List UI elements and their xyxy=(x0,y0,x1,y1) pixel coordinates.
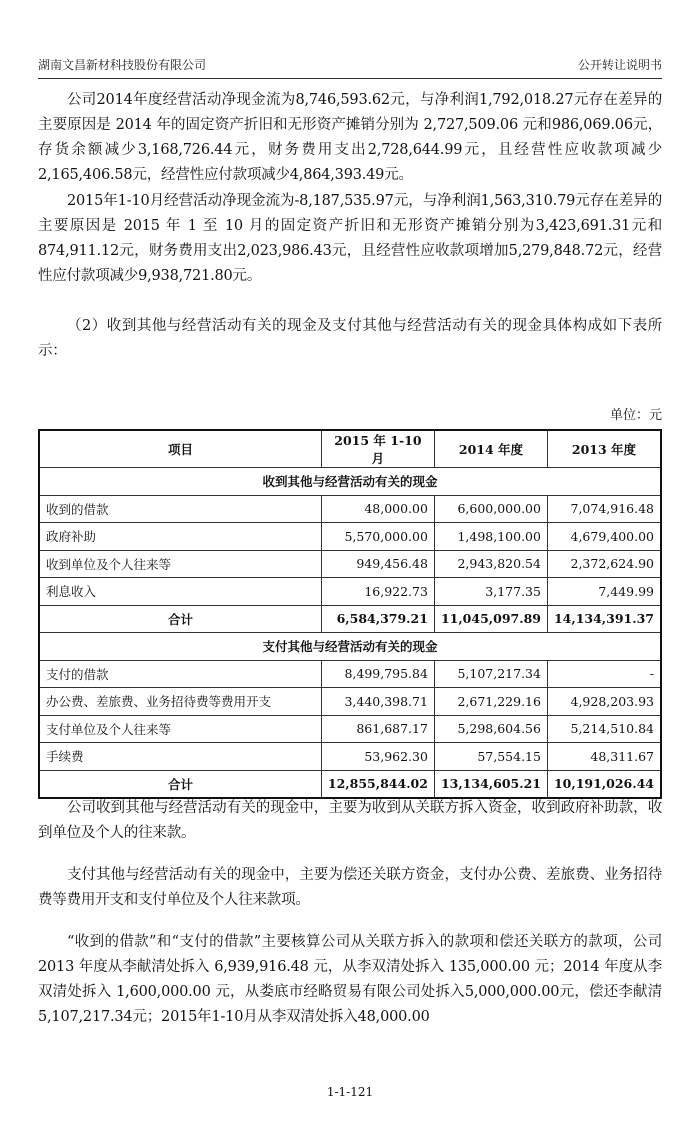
paragraph-2014-cashflow: 公司2014年度经营活动净现金流为8,746,593.62元，与净利润1,792,018.27元存在差异的主要原因是 2014 年的固定资产折旧和无形资产摊销分别为 2,727,509.06 元和986,069.06元，存货余额减少3,168,726.44元，财务费用支出2,728,644.99元，且经营性应收款项减少2,165,406.58元，经营性应付款项减少4,864,393.49元。 xyxy=(38,92,662,183)
table-header-row xyxy=(39,430,661,468)
cell-value: 48,000.00 xyxy=(321,495,434,523)
table-row xyxy=(39,715,661,743)
section-title-received: 收到其他与经营活动有关的现金 xyxy=(39,468,661,496)
cell-value: 1,498,100.00 xyxy=(434,523,547,551)
cell-value: 5,214,510.84 xyxy=(547,715,661,743)
cell-value: 53,962.30 xyxy=(321,743,434,771)
cell-value: 7,449.99 xyxy=(547,578,661,606)
cell-value: 861,687.17 xyxy=(321,715,434,743)
header-item: 项目 xyxy=(39,430,321,468)
cell-value: 5,298,604.56 xyxy=(434,715,547,743)
cell-value: 16,922.73 xyxy=(321,578,434,606)
table-row xyxy=(39,578,661,606)
paragraph-received-summary: 公司收到其他与经营活动有关的现金中，主要为收到从关联方拆入资金，收到政府补助款，收到单位及个人的往来款。 xyxy=(38,800,662,841)
cell-value: 2,372,624.90 xyxy=(547,550,661,578)
total-value: 12,855,844.02 xyxy=(321,770,434,798)
cell-value: 5,570,000.00 xyxy=(321,523,434,551)
table-row xyxy=(39,495,661,523)
total-label: 合计 xyxy=(39,770,321,798)
total-value: 6,584,379.21 xyxy=(321,605,434,633)
cell-value: 2,671,229.16 xyxy=(434,688,547,716)
total-value: 10,191,026.44 xyxy=(547,770,661,798)
cell-value: 4,928,203.93 xyxy=(547,688,661,716)
cell-value: 3,177.35 xyxy=(434,578,547,606)
cash-detail-table xyxy=(38,429,662,799)
row-label: 支付的借款 xyxy=(39,660,321,688)
cell-value: 7,074,916.48 xyxy=(547,495,661,523)
table-row xyxy=(39,550,661,578)
cell-value: 48,311.67 xyxy=(547,743,661,771)
cell-value: 3,440,398.71 xyxy=(321,688,434,716)
header-2015: 2015 年 1-10 月 xyxy=(321,430,434,468)
row-label: 支付单位及个人往来等 xyxy=(39,715,321,743)
row-label: 收到的借款 xyxy=(39,495,321,523)
header-divider xyxy=(38,78,662,79)
row-label: 利息收入 xyxy=(39,578,321,606)
document-title: 公开转让说明书 xyxy=(577,58,662,72)
section-title-paid: 支付其他与经营活动有关的现金 xyxy=(39,633,661,661)
header-2013: 2013 年度 xyxy=(547,430,661,468)
total-value: 14,134,391.37 xyxy=(547,605,661,633)
paragraph-loan-detail: “收到的借款”和“支付的借款”主要核算公司从关联方拆入的款项和偿还关联方的款项，公司 2013 年度从李献清处拆入 6,939,916.48 元，从李双清处拆入 135,000.00 元；2014 年度从李双清处拆入 1,600,000.00 元，从娄底市经略贸易有限公司处拆入5,000,000.00元，偿还李献清5,107,217.34元；2015年1-10月从李双清处拆入48,000.00 xyxy=(38,934,662,1025)
row-label: 政府补助 xyxy=(39,523,321,551)
page-header xyxy=(38,56,662,73)
row-label: 手续费 xyxy=(39,743,321,771)
total-value: 11,045,097.89 xyxy=(434,605,547,633)
page-number: 1-1-121 xyxy=(326,1085,374,1099)
cell-value: 4,679,400.00 xyxy=(547,523,661,551)
table-row xyxy=(39,743,661,771)
paragraph-2015-cashflow: 2015年1-10月经营活动净现金流为-8,187,535.97元，与净利润1,563,310.79元存在差异的主要原因是 2015 年 1 至 10 月的固定资产折旧和无形资产摊销分别为3,423,691.31元和874,911.12元，财务费用支出2,023,986.43元，且经营性应收款项增加5,279,848.72元，经营性应付款项减少9,938,721.80元。 xyxy=(38,193,662,284)
total-value: 13,134,605.21 xyxy=(434,770,547,798)
company-name: 湖南文昌新材科技股份有限公司 xyxy=(38,58,207,72)
total-row-paid xyxy=(39,770,661,798)
cell-value: 949,456.48 xyxy=(321,550,434,578)
cell-value: 8,499,795.84 xyxy=(321,660,434,688)
cell-value: 6,600,000.00 xyxy=(434,495,547,523)
row-label: 收到单位及个人往来等 xyxy=(39,550,321,578)
paragraph-paid-summary: 支付其他与经营活动有关的现金中，主要为偿还关联方资金，支付办公费、差旅费、业务招待费等费用开支和支付单位及个人往来款项。 xyxy=(38,867,662,908)
cell-value: - xyxy=(547,660,661,688)
total-label: 合计 xyxy=(39,605,321,633)
header-2014: 2014 年度 xyxy=(434,430,547,468)
section-row-received xyxy=(39,468,661,496)
paragraph-table-intro: （2）收到其他与经营活动有关的现金及支付其他与经营活动有关的现金具体构成如下表所示： xyxy=(38,318,662,359)
cell-value: 5,107,217.34 xyxy=(434,660,547,688)
unit-label: 单位：元 xyxy=(609,408,662,423)
table-row xyxy=(39,688,661,716)
cell-value: 2,943,820.54 xyxy=(434,550,547,578)
row-label: 办公费、差旅费、业务招待费等费用开支 xyxy=(39,688,321,716)
section-row-paid xyxy=(39,633,661,661)
table-row xyxy=(39,660,661,688)
cell-value: 57,554.15 xyxy=(434,743,547,771)
table-row xyxy=(39,523,661,551)
total-row-received xyxy=(39,605,661,633)
